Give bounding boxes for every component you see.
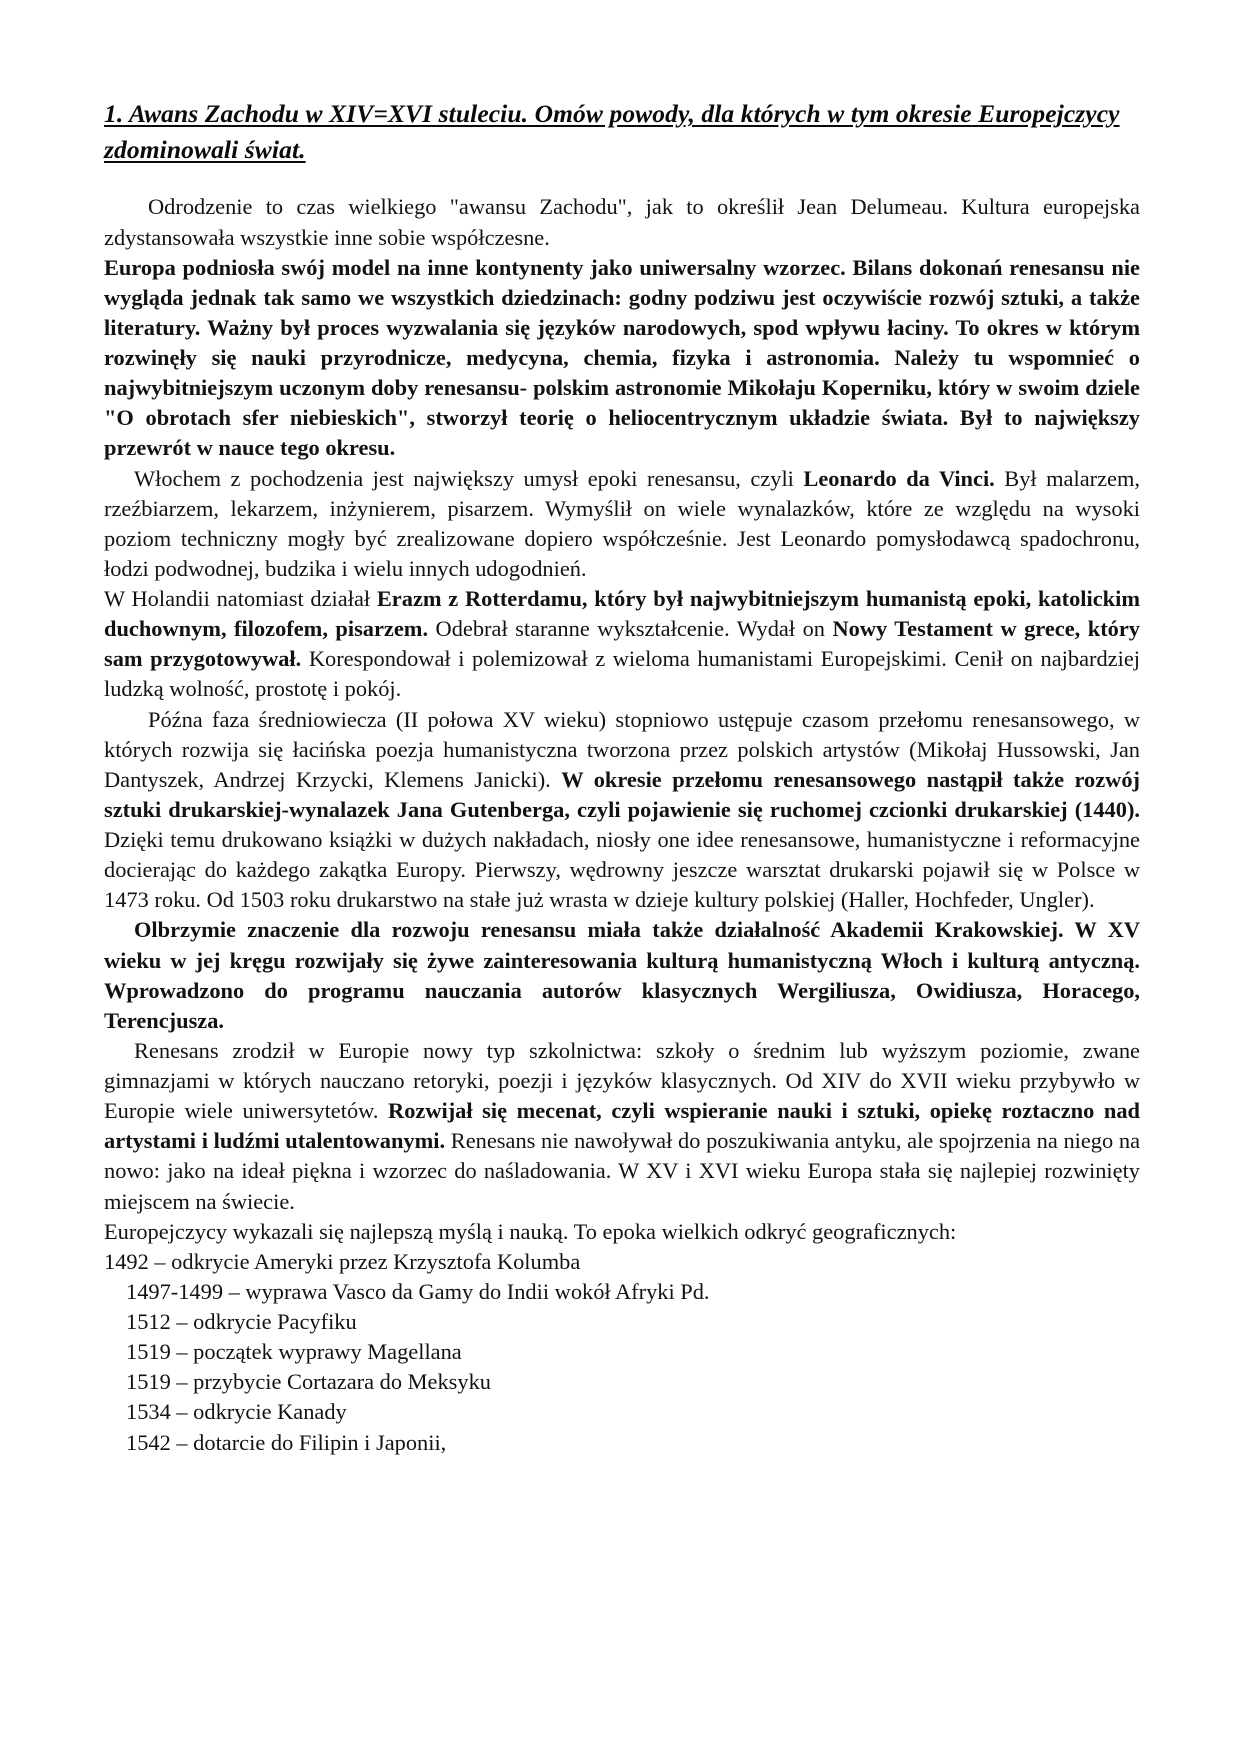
list-item: 1534 – odkrycie Kanady <box>126 1399 347 1425</box>
paragraph-europa-model <box>104 253 1140 464</box>
paragraph-intro <box>104 192 1140 252</box>
gutenberg-highlight: W okresie przełomu renesansowego nastąpił także rozwój sztuki drukarskiej-wynalazek Jana Gutenberga, czyli pojawienie się ruchomej czcionki drukarskiej (1440). <box>104 766 1141 822</box>
odkrycia-lead-text: Europejczycy wykazali się najlepszą myślą i nauką. To epoka wielkich odkryć geograficznych: <box>104 1218 957 1244</box>
list-item: 1497-1499 – wyprawa Vasco da Gamy do Indii wokół Afryki Pd. <box>126 1278 710 1304</box>
erazm-name-highlight: Erazm z Rotterdamu, który był najwybitniejszym humanistą epoki, katolickim duchownym, filozofem, pisarzem. <box>104 586 1140 642</box>
title-line-2: Europejczycy zdominowali świat. <box>104 99 1120 165</box>
europa-model-text: Europa podniosła swój model na inne kontynenty jako uniwersalny wzorzec. Bilans dokonań renesansu nie wygląda jednak tak samo we wszystkich dziedzinach: godny podziwu jest oczywiście rozwój sztuki, a także literatury. Ważny był proces wyzwalania się języków narodowych, spod wpływu łaciny. To okres w którym rozwinęły się nauki przyrodnicze, medycyna, chemia, fizyka i astronomia. Należy tu wspomnieć o najwybitniejszym uczonym doby renesansu- polskim astronomie Mikołaju Koperniku, który w swoim dziele "O obrotach sfer niebieskich", stworzył teorię o heliocentrycznym układzie świata. Był to największy przewrót w nauce tego okresu. <box>104 254 1140 461</box>
mecenat-highlight: Rozwijał się mecenat, czyli wspieranie nauki i sztuki, opiekę roztaczno nad artystami i ludźmi utalentowanymi. <box>104 1098 1140 1154</box>
pozna-tail-text: Dzięki temu drukowano książki w dużych nakładach, niosły one idee renesansowe, humanistyczne i reformacyjne docierając do każdego zakątka Europy. Pierwszy, wędrowny jeszcze warsztat drukarski pojawił się w Polsce w 1473 roku. Od 1503 roku drukarstwo na stałe już wrasta w dzieje kultury polskiej (Haller, Hochfeder, Ungler). <box>104 827 1140 913</box>
paragraph-akademia-krakowska <box>104 915 1140 1036</box>
list-item: 1519 – przybycie Cortazara do Meksyku <box>126 1369 491 1395</box>
paragraph-pozna-faza <box>104 705 1140 916</box>
leonardo-name: Leonardo da Vinci. <box>803 465 995 491</box>
paragraph-leonardo <box>104 464 1140 585</box>
list-item: 1519 – początek wyprawy Magellana <box>126 1339 462 1365</box>
erazm-lead-text: W Holandii natomiast działał <box>104 586 377 612</box>
akademia-text: Olbrzymie znaczenie dla rozwoju renesansu miała także działalność Akademii Krakowskiej. W XV wieku w jej kręgu rozwijały się żywe zainteresowania kulturą humanistyczną Włoch i kulturą antyczną. Wprowadzono do programu nauczania autorów klasycznych Wergiliusza, Owidiusza, Horacego, Terencjusza. <box>104 917 1140 1033</box>
szkolnictwo-lead-text: Renesans zrodził w Europie nowy typ szkolnictwa: szkoły o średnim lub wyższym poziomie, zwane gimnazjami w których nauczano retoryki, poezji i języków klasycznych. Od XIV do XVII wieku przybywło w Europie wiele uniwersytetów. <box>104 1037 1140 1124</box>
paragraph-renesans-szkolnictwo <box>104 1036 1140 1217</box>
intro-text: Odrodzenie to czas wielkiego "awansu Zachodu", jak to określił Jean Delumeau. Kultura europejska zdystansowała wszystkie inne sobie współczesne. <box>104 194 1140 250</box>
list-item: 1512 – odkrycie Pacyfiku <box>126 1309 357 1335</box>
discoveries-list <box>104 1247 1140 1458</box>
erazm-tail-text: Korespondował i polemizował z wieloma humanistami Europejskimi. Cenił on najbardziej ludzką wolność, prostotę i pokój. <box>104 646 1140 702</box>
pozna-lead-text: Późna faza średniowiecza (II połowa XV wieku) stopniowo ustępuje czasom przełomu renesansowego, w których rozwija się łacińska poezja humanistyczna tworzona przez polskich artystów (Mikołaj Hussowski, Jan Dantyszek, Andrzej Krzycki, Klemens Janicki). <box>104 706 1140 792</box>
leonardo-lead-text: Włochem z pochodzenia jest największy umysł epoki renesansu, czyli <box>134 465 804 491</box>
list-item: 1492 – odkrycie Ameryki przez Krzysztofa Kolumba <box>104 1248 581 1274</box>
paragraph-odkrycia-lead <box>104 1217 1140 1247</box>
paragraph-erazm <box>104 584 1140 705</box>
erazm-mid-text: Odebrał staranne wykształcenie. Wydał on <box>428 616 833 642</box>
page-title <box>104 96 1140 168</box>
erazm-testament-highlight: Nowy Testament w grece, który sam przygotowywał. <box>104 616 1140 672</box>
leonardo-body-text: Był malarzem, rzeźbiarzem, lekarzem, inżynierem, pisarzem. Wymyślił on wiele wynalazków, które ze względu na wysoki poziom techniczny mogły być zrealizowane dopiero współcześnie. Jest Leonardo pomysłodawcą spadochronu, łodzi podwodnej, budzika i wielu innych udogodnień. <box>104 465 1140 581</box>
list-item: 1542 – dotarcie do Filipin i Japonii, <box>126 1429 447 1455</box>
title-line-1: 1. Awans Zachodu w XIV=XVI stuleciu. Omów powody, dla których w tym okresie <box>104 99 972 128</box>
szkolnictwo-tail-text: Renesans nie nawoływał do poszukiwania antyku, ale spojrzenia na niego na nowo: jako na ideał piękna i wzorzec do naśladowania. W XV i XVI wieku Europa stała się najlepiej rozwinięty miejscem na świecie. <box>104 1128 1141 1214</box>
